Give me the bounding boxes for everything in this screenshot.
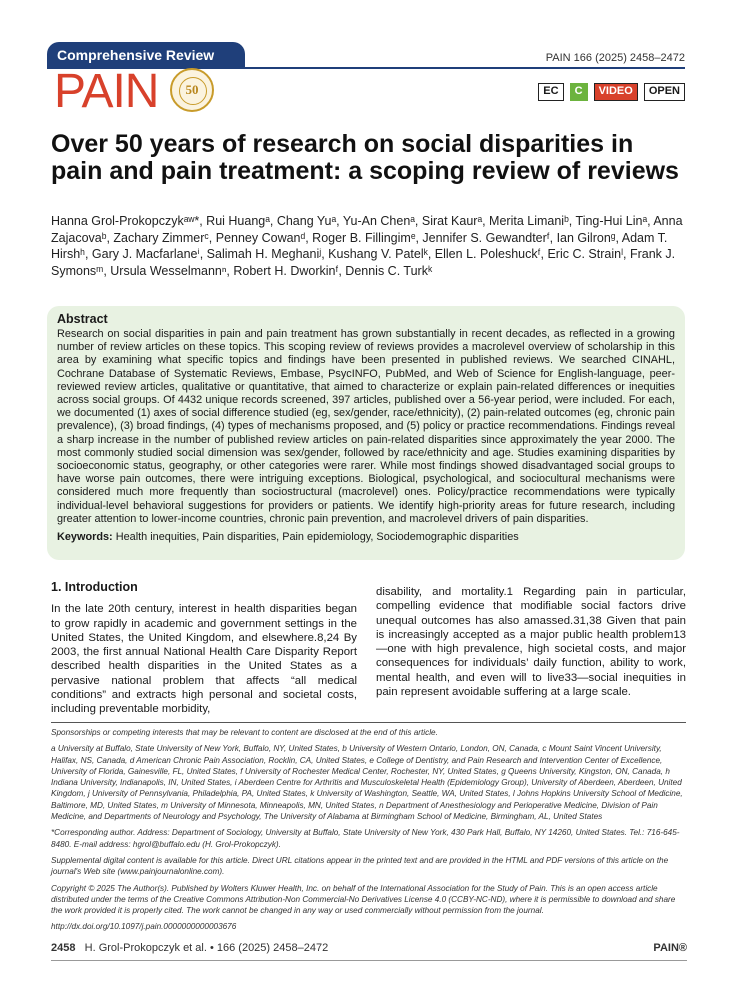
corresponding-author-note: *Corresponding author. Address: Department of Sociology, University at Buffalo, State University of New York, 430 Park Hall, Buffalo, NY 14260, United States. Tel.: 716-645-8480. E-mail address: hgrol@buffalo.edu (H. Grol-Prokopczyk).: [51, 828, 680, 849]
journal-logo: PAIN: [54, 65, 159, 118]
footer-rule: [51, 960, 687, 961]
intro-left-column: [51, 580, 357, 717]
open-access-badge: OPEN: [644, 83, 685, 101]
competing-interests-note: Sponsorships or competing interests that may be relevant to content are disclosed at the end of this article.: [51, 728, 438, 737]
copyright-note: Copyright © 2025 The Author(s). Published by Wolters Kluwer Health, Inc. on behalf of the International Association for the Study of Pain. This is an open access article distributed under the terms of the Creative Commons Attribution-Non Commercial-No Derivatives License 4.0 (CCBY-NC-ND), where it is permissible to download and share the work provided it is properly cited. The work cannot be changed in any way or used commercially without permission from the journal.: [51, 883, 676, 916]
footnotes: [51, 727, 687, 938]
page-footer: [51, 942, 687, 954]
keywords-label: Keywords:: [57, 531, 113, 544]
keywords-list: Health inequities, Pain disparities, Pain epidemiology, Sociodemographic disparities: [115, 531, 519, 544]
intro-left-text: In the late 20th century, interest in health disparities began to grow rapidly in academic and government settings in the United States, the United Kingdom, and elsewhere.8,24 By 2003, the first annual National Health Care Disparity Report described health disparities in the United States as a pervasive national problem that affects “all medical conditions” and extracts high personal and societal costs, including preventable morbidity,: [51, 603, 357, 716]
keywords: [57, 531, 675, 543]
journal-citation: PAIN 166 (2025) 2458–2472: [545, 52, 685, 64]
section-tag: Comprehensive Review: [47, 42, 245, 68]
abstract-heading: Abstract: [57, 312, 108, 326]
abstract-text: Research on social disparities in pain and pain treatment has grown substantially in recent decades, as reflected in a growing number of review articles on these topics. This scoping review of reviews provides a macrolevel overview of scholarship in this area by examining what specific topics and findings have been presented in published reviews. We searched CINAHL, Cochrane Database of Systematic Reviews, Embase, PsycINFO, PubMed, and Web of Science for English-language, peer-reviewed review articles, qualitative or quantitative, that aimed to characterize or explain pain-related differences or inequities across social groups. Of 4432 unique records screened, 397 articles, published over a 56-year period, were included. For each, we documented (1) axes of social difference studied (eg, sex/gender, race/ethnicity), (2) pain-related outcomes (eg, chronic pain prevalence), (3) broad findings, (4) types of mechanisms proposed, and (5) policy or practice recommendations. Findings reveal a sharp increase in the number of published review articles on pain-related disparities since approximately the year 2000. The most commonly studied social dimension was sex/gender, followed by race/ethnicity and age. Studies examining disparities by socioeconomic status, geography, or other categories were rarer. While most findings showed disadvantaged social groups to have worse pain outcomes, there were intriguing exceptions. Biological, psychological, and sociocultural mechanisms were considered much more frequently than sociostructural (macrolevel) ones. Policy/practice recommendations were typically individual-level behavioral suggestions for providers or patients. We identify high-priority areas for future research, including greater attention to lower-income countries, chronic pain prevention, and macrolevel drivers of pain disparities.: [57, 328, 675, 525]
footnote-rule: [51, 722, 686, 723]
intro-right-column: [376, 585, 686, 699]
running-footer: H. Grol-Prokopczyk et al. • 166 (2025) 2458–2472: [84, 942, 329, 954]
abstract-box: [47, 306, 685, 560]
footer-journal: PAIN®: [653, 942, 687, 954]
doi-link[interactable]: http://dx.doi.org/10.1097/j.pain.0000000000003676: [51, 922, 237, 932]
video-badge[interactable]: VIDEO: [594, 83, 638, 101]
intro-heading: 1. Introduction: [51, 580, 138, 594]
anniversary-seal-icon: [170, 68, 214, 112]
ec-badge: EC: [538, 83, 563, 101]
affiliations-note: a University at Buffalo, State University of New York, Buffalo, NY, United States, b University of Western Ontario, London, ON, Canada, c Mount Saint Vincent University, Halifax, NS, Canada, d American Chronic Pain Association, Rocklin, CA, United States, e College of Dentistry, and Pain Research and Intervention Center of Excellence, University of Florida, Gainesville, FL, United States, f University of Rochester Medical Center, Rochester, NY, United States, g Queens University, Kingston, ON, Canada, h Indiana University, Indianapolis, IN, United States, i Aberdeen Centre for Arthritis and Musculoskeletal Health (Epidemiology Group), University of Aberdeen, Aberdeen, United Kingdom, j University of Pennsylvania, Philadelphia, PA, United States, k University of Washington, Seattle, WA, United States, l Johns Hopkins University School of Medicine, Baltimore, MD, United States, m University of Minnesota, Minneapolis, MN, United States, n Department of Anesthesiology and Perioperative Medicine, Division of Pain Medicine, and Departments of Neurology and Psychology, The University of Alabama at Birmingham School of Medicine, Birmingham, AL, United States: [51, 744, 683, 822]
page-number: 2458: [51, 942, 76, 954]
access-badges: [538, 83, 685, 101]
c-badge: C: [570, 83, 588, 101]
author-list: Hanna Grol-Prokopczykᵃʷ*, Rui Huangᵃ, Chang Yuᵃ, Yu-An Chenᵃ, Sirat Kaurᵃ, Merita Limaniᵇ, Ting-Hui Linᵃ, Anna Zajacovaᵇ, Zachary Zimmerᶜ, Penney Cowanᵈ, Roger B. Fillingimᵉ, Jennifer S. Gewandterᶠ, Ian Gilronᵍ, Adam T. Hirshʰ, Gary J. Macfarlaneⁱ, Salimah H. Meghaniʲ, Kushang V. Patelᵏ, Ellen L. Poleshuckᶠ, Eric C. Strainˡ, Frank J. Symonsᵐ, Ursula Wesselmannⁿ, Robert H. Dworkinᶠ, Dennis C. Turkᵏ: [51, 214, 683, 278]
intro-right-text: disability, and mortality.1 Regarding pain in particular, compelling evidence that modifiable social factors drive unequal outcomes has also amassed.31,38 Given that pain is increasingly accepted as a major public health problem13—one with high prevalence, high societal costs, and major consequences for individuals’ daily function, ability to work, mental health, and even will to live33—social inequities in pain represent avoidable suffering at a large scale.: [376, 586, 686, 699]
supplemental-note: Supplemental digital content is available for this article. Direct URL citations appear in the printed text and are provided in the HTML and PDF versions of this article on the journal's Web site (www.painjournalonline.com).: [51, 855, 669, 877]
seal-number: 50: [185, 82, 199, 97]
article-title: Over 50 years of research on social disparities in pain and pain treatment: a scoping review of reviews: [51, 130, 679, 185]
